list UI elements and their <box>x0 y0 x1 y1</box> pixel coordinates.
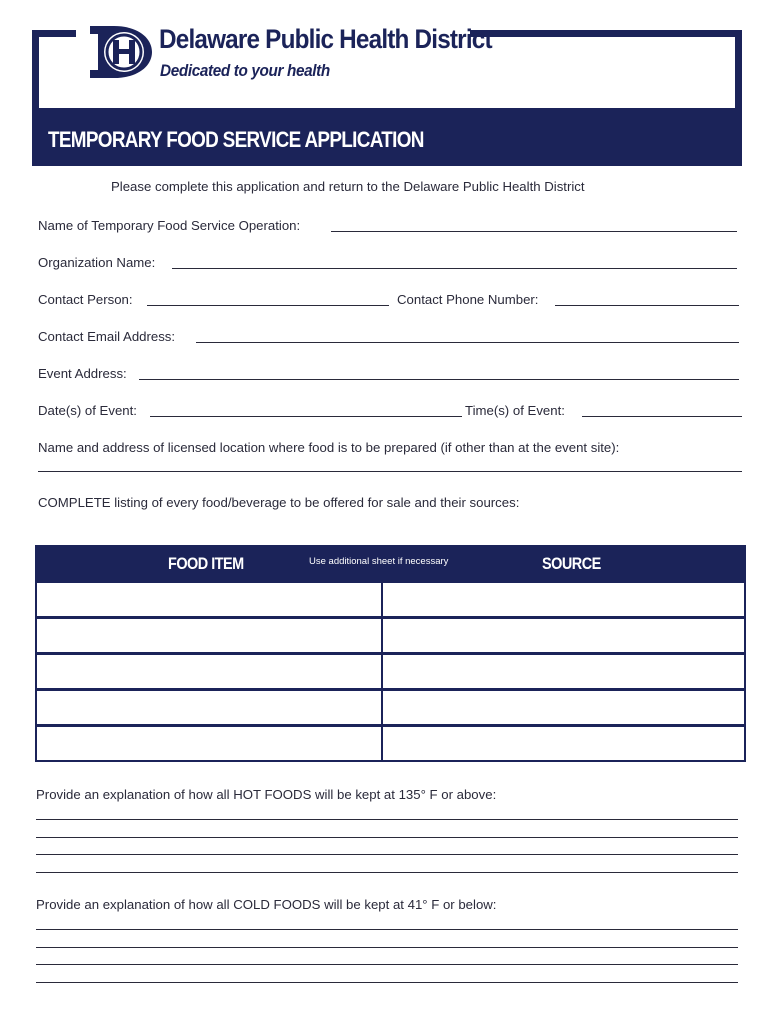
org-tagline: Dedicated to your health <box>160 61 330 80</box>
organization-name-field[interactable] <box>172 268 737 269</box>
hot-foods-answer-line[interactable] <box>36 819 738 820</box>
cold-foods-answer-line[interactable] <box>36 929 738 930</box>
table-note: Use additional sheet if necessary <box>309 556 449 567</box>
header-frame-top-right <box>470 30 742 37</box>
source-cell[interactable] <box>381 581 746 618</box>
cold-foods-label: Provide an explanation of how all COLD FOODS will be kept at 41° F or below: <box>36 897 497 912</box>
dph-logo-icon <box>86 23 158 81</box>
food-item-cell[interactable] <box>35 617 383 654</box>
food-item-cell[interactable] <box>35 653 383 690</box>
source-cell[interactable] <box>381 617 746 654</box>
cold-foods-answer-line[interactable] <box>36 964 738 965</box>
contact-person-field[interactable] <box>147 305 389 306</box>
food-listing-label: COMPLETE listing of every food/beverage to be offered for sale and their sources: <box>38 495 520 510</box>
food-item-cell[interactable] <box>35 581 383 618</box>
event-dates-label: Date(s) of Event: <box>38 403 137 418</box>
title-band <box>32 108 742 166</box>
hot-foods-label: Provide an explanation of how all HOT FOODS will be kept at 135° F or above: <box>36 787 497 802</box>
hot-foods-answer-line[interactable] <box>36 872 738 873</box>
event-address-label: Event Address: <box>38 366 127 381</box>
contact-phone-label: Contact Phone Number: <box>397 292 539 307</box>
source-cell[interactable] <box>381 725 746 762</box>
event-times-label: Time(s) of Event: <box>465 403 565 418</box>
hot-foods-answer-line[interactable] <box>36 837 738 838</box>
source-cell[interactable] <box>381 689 746 726</box>
source-cell[interactable] <box>381 653 746 690</box>
table-header <box>35 545 746 581</box>
contact-phone-field[interactable] <box>555 305 739 306</box>
operation-name-field[interactable] <box>331 231 737 232</box>
event-dates-field[interactable] <box>150 416 462 417</box>
contact-email-label: Contact Email Address: <box>38 329 176 344</box>
org-name: Delaware Public Health District <box>159 24 492 54</box>
licensed-location-label: Name and address of licensed location where food is to be prepared (if other than at the event site): <box>38 440 620 455</box>
contact-email-field[interactable] <box>196 342 739 343</box>
operation-name-label: Name of Temporary Food Service Operation: <box>38 218 301 233</box>
organization-name-label: Organization Name: <box>38 255 156 270</box>
contact-person-label: Contact Person: <box>38 292 133 307</box>
hot-foods-answer-line[interactable] <box>36 854 738 855</box>
food-item-cell[interactable] <box>35 689 383 726</box>
cold-foods-answer-line[interactable] <box>36 982 738 983</box>
event-address-field[interactable] <box>139 379 739 380</box>
food-item-cell[interactable] <box>35 725 383 762</box>
column-header-food-item: FOOD ITEM <box>168 554 244 573</box>
event-times-field[interactable] <box>582 416 742 417</box>
intro-text: Please complete this application and return to the Delaware Public Health District <box>111 179 585 194</box>
column-header-source: SOURCE <box>542 554 601 573</box>
form-title: TEMPORARY FOOD SERVICE APPLICATION <box>48 127 424 152</box>
licensed-location-field[interactable] <box>38 471 742 472</box>
cold-foods-answer-line[interactable] <box>36 947 738 948</box>
